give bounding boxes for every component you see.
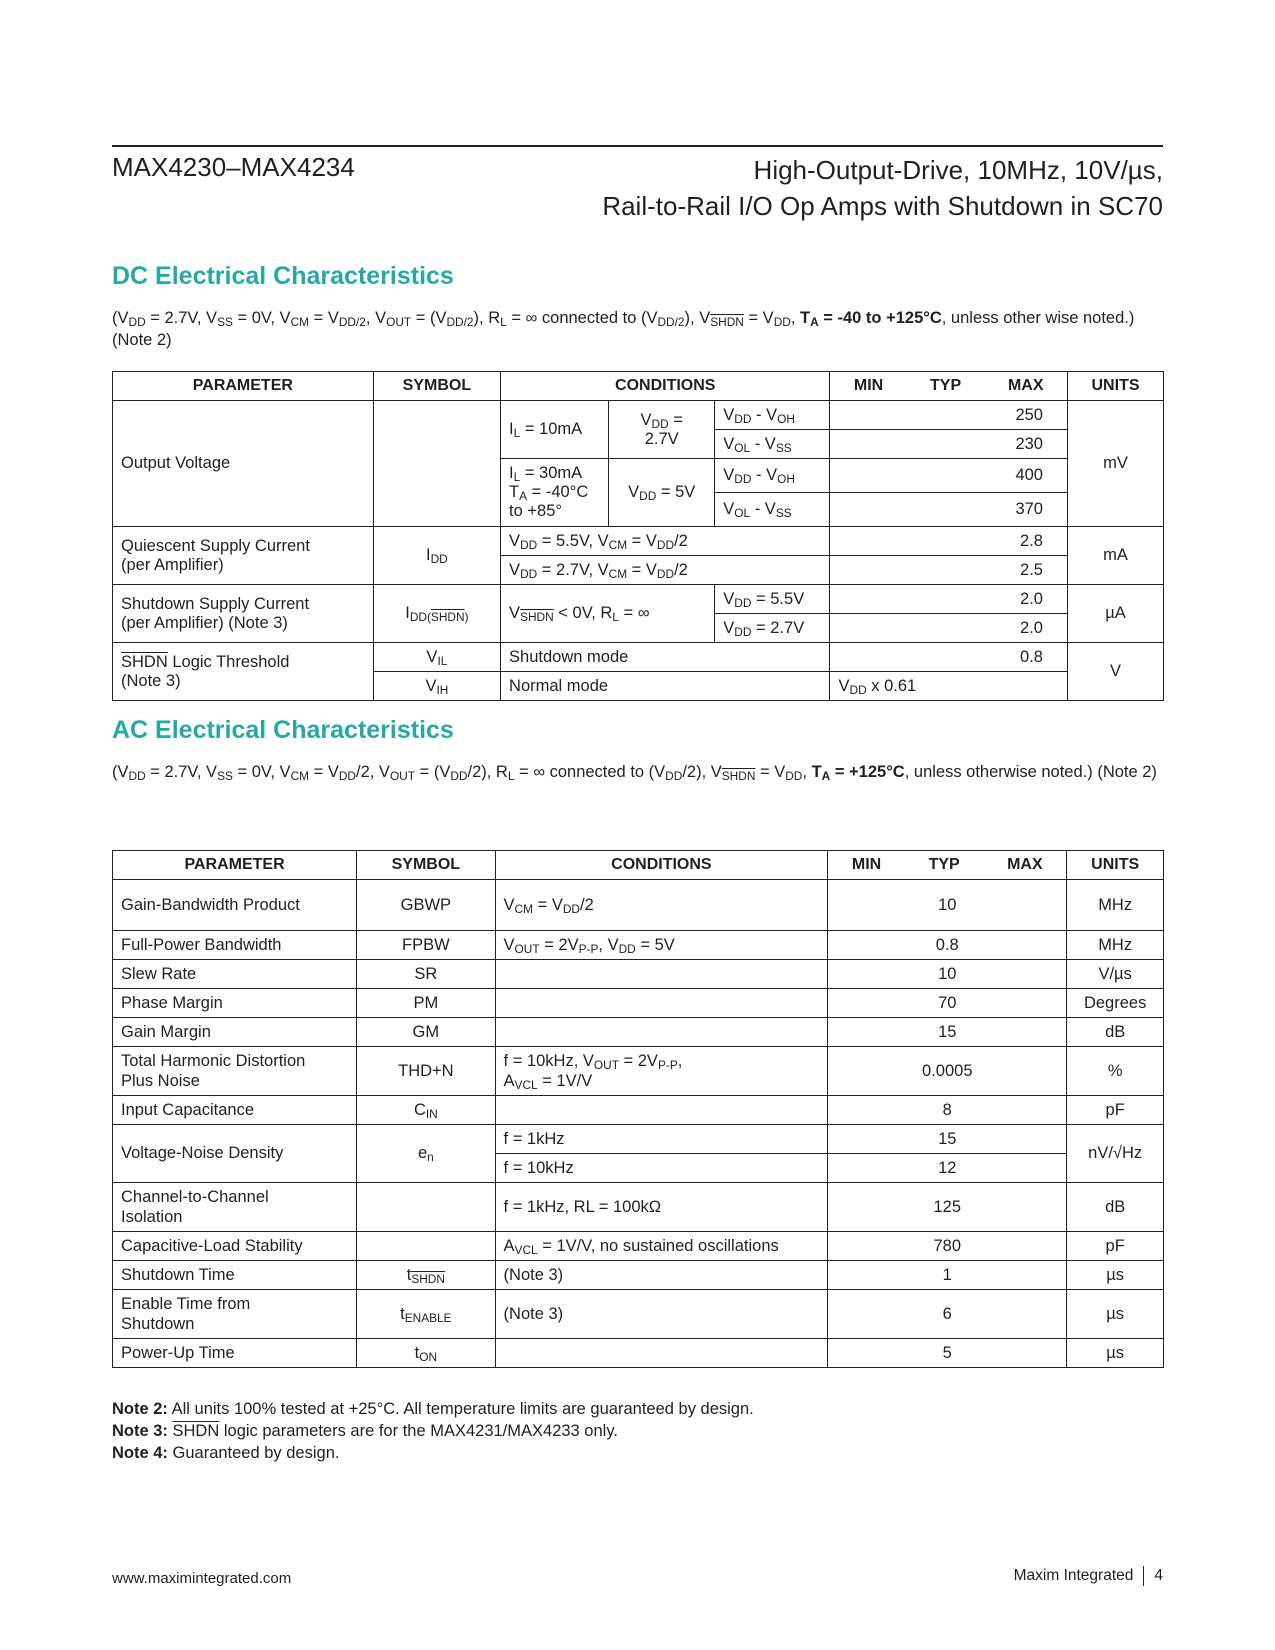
cond-vdd-voh: $V_{DD} - V_{OH}$ [715, 401, 830, 430]
col-min-typ-max [830, 372, 1067, 401]
param: Slew Rate [113, 960, 357, 989]
col-parameter: PARAMETER [113, 372, 374, 401]
condition: f = 10kHz [495, 1154, 828, 1183]
condition: (Note 3) [495, 1261, 828, 1290]
value-typ: 10 [828, 880, 1067, 931]
footer-url[interactable]: www.maximintegrated.com [112, 1570, 292, 1587]
col-symbol: SYMBOL [373, 372, 500, 401]
condition: f = 1kHz, RL = 100kΩ [495, 1183, 828, 1232]
symbol-idd-shdn: $I_{DD(SHDN)}$ [373, 585, 500, 643]
param: Enable Time from Shutdown [113, 1290, 357, 1339]
units: V/µs [1067, 960, 1164, 989]
col-typ: TYP [930, 377, 962, 394]
condition: f = 10kHz, $V_{OUT} = 2V_{P-P}$, $A_{VCL} = 1V/V$ [495, 1047, 828, 1096]
param: Capacitive-Load Stability [113, 1232, 357, 1261]
footer-company [1014, 1566, 1163, 1586]
cond-shutdown-mode: Shutdown mode [501, 643, 830, 672]
param: Phase Margin [113, 989, 357, 1018]
value-typ: 1 [828, 1261, 1067, 1290]
table-row [113, 989, 1164, 1018]
col-units: UNITS [1067, 851, 1164, 880]
col-parameter: PARAMETER [113, 851, 357, 880]
dc-characteristics-table [112, 371, 1164, 701]
condition [495, 1018, 828, 1047]
param: Full-Power Bandwidth [113, 931, 357, 960]
table-row [113, 1339, 1164, 1368]
value-max: 400 [830, 459, 1067, 493]
cond-vol-vss: $V_{OL} - V_{SS}$ [715, 430, 830, 459]
table-row [113, 1261, 1164, 1290]
condition: (Note 3) [495, 1290, 828, 1339]
condition [495, 1339, 828, 1368]
param: Gain Margin [113, 1018, 357, 1047]
condition: $V_{OUT} = 2V_{P-P}$, $V_{DD} = 5V$ [495, 931, 828, 960]
units: µs [1067, 1261, 1164, 1290]
company-name: Maxim Integrated [1013, 1567, 1134, 1585]
value-typ: 15 [828, 1125, 1067, 1154]
col-min: MIN [851, 856, 882, 873]
units: µs [1067, 1290, 1164, 1339]
units-ma: mA [1067, 527, 1163, 585]
ac-conditions: ($V_{DD} = 2.7V$, $V_{SS} = 0V$, $V_{CM} = V_{DD}/2$, $V_{OUT} = (V_{DD}/2)$, $R_L$ = ∞ connected to $(V_{DD}/2)$, $V_{SHDN} = V_{DD}$, $T_A = +125^\circ C$, unless otherwise noted.) (Note 2) [112, 763, 1157, 783]
cond-vdd-voh: $V_{DD} - V_{OH}$ [715, 459, 830, 493]
table-row [113, 1125, 1164, 1154]
table-row [113, 1096, 1164, 1125]
table-row [113, 401, 1164, 430]
condition: f = 1kHz [495, 1125, 828, 1154]
units: MHz [1067, 931, 1164, 960]
symbol [357, 1183, 495, 1232]
table-row [113, 527, 1164, 556]
ac-heading: AC Electrical Characteristics [112, 716, 454, 744]
table-row [113, 1232, 1164, 1261]
dc-conditions: ($V_{DD} = 2.7V$, $V_{SS} = 0V$, $V_{CM} = V_{DD/2}$, $V_{OUT} = (V_{DD/2})$, $R_L$ = ∞ connected to $(V_{DD/2})$, $V_{SHDN} = V_{DD}$, $T_A = -40$ to +125°C, unless other wise noted.) (Note 2) [112, 309, 1135, 349]
symbol-vil: $V_{IL}$ [373, 643, 500, 672]
cond-vdd-27: $V_{DD} = 2.7V$, $V_{CM} = V_{DD}/2$ [501, 556, 830, 585]
condition [495, 1096, 828, 1125]
param: Channel-to-Channel Isolation [113, 1183, 357, 1232]
cond-normal-mode: Normal mode [501, 672, 830, 701]
symbol: SR [357, 960, 495, 989]
symbol: $t_{ON}$ [357, 1339, 495, 1368]
table-row [113, 643, 1164, 672]
table-row [113, 1183, 1164, 1232]
page-number: 4 [1154, 1567, 1163, 1585]
value-typ: 125 [828, 1183, 1067, 1232]
symbol: THD+N [357, 1047, 495, 1096]
header-rule [112, 145, 1163, 147]
table-row [113, 1290, 1164, 1339]
col-units: UNITS [1067, 372, 1163, 401]
footer-separator [1143, 1566, 1144, 1586]
col-min: MIN [853, 377, 884, 394]
col-typ: TYP [928, 856, 960, 873]
units-v: V [1067, 643, 1163, 701]
table-row [113, 1018, 1164, 1047]
cond-il-10ma: $I_L = 10mA$ [501, 401, 609, 459]
value-typ: 12 [828, 1154, 1067, 1183]
cond-vdd-55: $V_{DD} = 5.5V$, $V_{CM} = V_{DD}/2$ [501, 527, 830, 556]
symbol: FPBW [357, 931, 495, 960]
ac-characteristics-table [112, 850, 1164, 1368]
dc-heading: DC Electrical Characteristics [112, 262, 454, 290]
value-typ: 0.8 [828, 931, 1067, 960]
param-shutdown-current: Shutdown Supply Current (per Amplifier) (Note 3) [113, 585, 374, 643]
param-quiescent: Quiescent Supply Current (per Amplifier) [113, 527, 374, 585]
param: Total Harmonic Distortion Plus Noise [113, 1047, 357, 1096]
param: Gain-Bandwidth Product [113, 880, 357, 931]
cond-vol-vss: $V_{OL} - V_{SS}$ [715, 493, 830, 527]
part-number: MAX4230–MAX4234 [112, 152, 355, 182]
table-row [113, 931, 1164, 960]
value-max: 2.5 [830, 556, 1067, 585]
symbol: PM [357, 989, 495, 1018]
dc-header-row [113, 372, 1164, 401]
units: MHz [1067, 880, 1164, 931]
col-max: MAX [1007, 856, 1043, 873]
param-shdn-threshold: SHDN Logic Threshold (Note 3) [113, 643, 374, 701]
units: µs [1067, 1339, 1164, 1368]
value-typ: 5 [828, 1339, 1067, 1368]
cond-vshdn: $V_{SHDN} < 0V$, $R_L$ = ∞ [501, 585, 715, 643]
symbol: GM [357, 1018, 495, 1047]
document-title [602, 152, 1163, 224]
condition [495, 960, 828, 989]
value-typ: 8 [828, 1096, 1067, 1125]
symbol: GBWP [357, 880, 495, 931]
cond-vdd-5: $V_{DD} = 5V$ [609, 459, 715, 527]
table-row [113, 1047, 1164, 1096]
col-conditions: CONDITIONS [501, 372, 830, 401]
symbol-empty [373, 401, 500, 527]
cond-vdd-27: $V_{DD}$ = 2.7V [609, 401, 715, 459]
units: pF [1067, 1096, 1164, 1125]
value-max: 2.8 [830, 527, 1067, 556]
col-max: MAX [1007, 377, 1044, 394]
value-max: 2.0 [830, 614, 1067, 643]
value-typ: 10 [828, 960, 1067, 989]
param: Power-Up Time [113, 1339, 357, 1368]
symbol: $t_{SHDN}$ [357, 1261, 495, 1290]
value-typ: 6 [828, 1290, 1067, 1339]
col-min-typ-max [828, 851, 1067, 880]
units: nV/√Hz [1067, 1125, 1164, 1183]
value-min: $V_{DD}$ x 0.61 [830, 672, 1067, 701]
note-3: Note 3: SHDN logic parameters are for the MAX4231/MAX4233 only. [112, 1422, 618, 1440]
value-max: 0.8 [830, 643, 1067, 672]
cond-vdd-55: $V_{DD} = 5.5V$ [715, 585, 830, 614]
cond-vdd-27: $V_{DD} = 2.7V$ [715, 614, 830, 643]
condition: $A_{VCL} = 1V/V$, no sustained oscillations [495, 1232, 828, 1261]
col-symbol: SYMBOL [357, 851, 495, 880]
value-typ: 780 [828, 1232, 1067, 1261]
units: dB [1067, 1183, 1164, 1232]
symbol: $C_{IN}$ [357, 1096, 495, 1125]
value-max: 230 [830, 430, 1067, 459]
symbol: $e_n$ [357, 1125, 495, 1183]
note-4: Note 4: Guaranteed by design. [112, 1444, 340, 1462]
value-typ: 0.0005 [828, 1047, 1067, 1096]
table-row [113, 880, 1164, 931]
units: Degrees [1067, 989, 1164, 1018]
units-ua: µA [1067, 585, 1163, 643]
units-mv: mV [1067, 401, 1163, 527]
units: % [1067, 1047, 1164, 1096]
param-output-voltage: Output Voltage [113, 401, 374, 527]
cond-il-30ma: $I_L = 30mA$ $T_A = -40^\circ C$ to +85° [501, 459, 609, 527]
condition: $V_{CM} = V_{DD}/2$ [495, 880, 828, 931]
ac-header-row [113, 851, 1164, 880]
col-conditions: CONDITIONS [495, 851, 828, 880]
value-typ: 70 [828, 989, 1067, 1018]
symbol-vih: $V_{IH}$ [373, 672, 500, 701]
value-typ: 15 [828, 1018, 1067, 1047]
value-max: 250 [830, 401, 1067, 430]
units: pF [1067, 1232, 1164, 1261]
param: Input Capacitance [113, 1096, 357, 1125]
note-2: Note 2: All units 100% tested at +25°C. All temperature limits are guaranteed by design. [112, 1400, 754, 1418]
notes [112, 1398, 754, 1464]
condition [495, 989, 828, 1018]
value-max: 370 [830, 493, 1067, 527]
symbol [357, 1232, 495, 1261]
units: dB [1067, 1018, 1164, 1047]
symbol-idd: $I_{DD}$ [373, 527, 500, 585]
param: Shutdown Time [113, 1261, 357, 1290]
table-row [113, 585, 1164, 614]
symbol: $t_{ENABLE}$ [357, 1290, 495, 1339]
title-line-2: Rail-to-Rail I/O Op Amps with Shutdown in SC70 [602, 191, 1163, 221]
table-row [113, 960, 1164, 989]
param: Voltage-Noise Density [113, 1125, 357, 1183]
title-line-1: High-Output-Drive, 10MHz, 10V/µs, [753, 155, 1163, 185]
value-max: 2.0 [830, 585, 1067, 614]
